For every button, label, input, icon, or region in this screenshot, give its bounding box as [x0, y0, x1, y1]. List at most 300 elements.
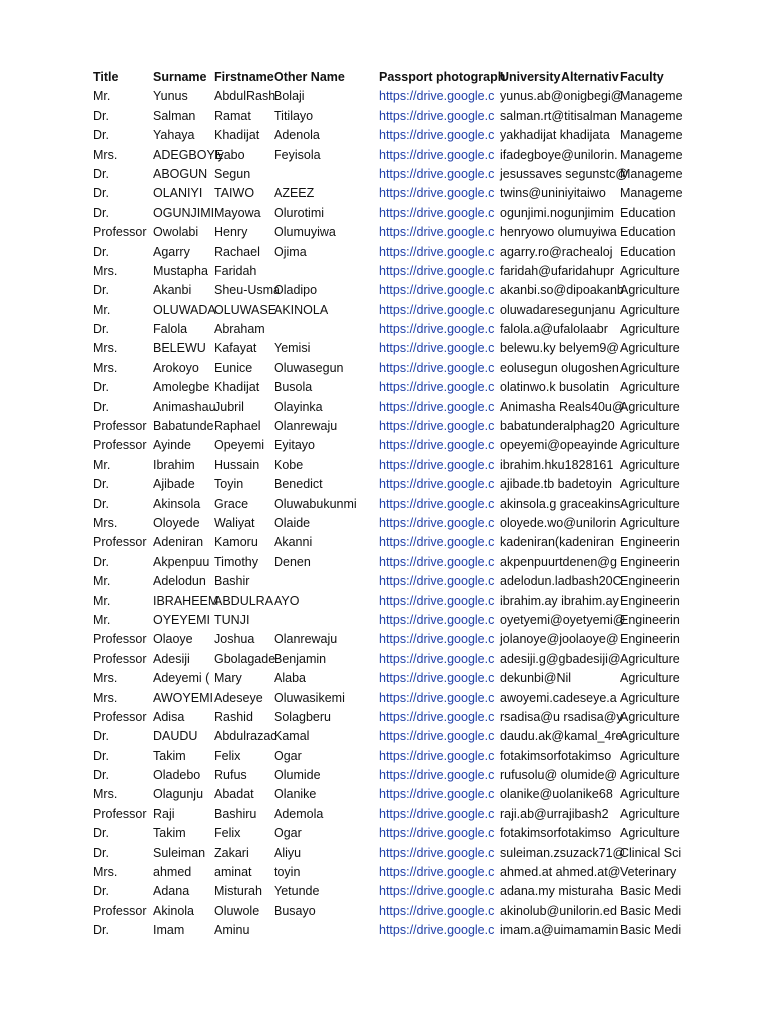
- faculty-cell: Basic Medi: [620, 884, 682, 899]
- passport-link[interactable]: https://drive.google.c: [379, 574, 495, 589]
- email-cell: eolusegun olugoshen: [500, 360, 619, 375]
- other-name-cell: Olaide: [274, 515, 311, 530]
- firstname-cell: Zakari: [214, 845, 249, 860]
- faculty-cell: Agriculture: [620, 283, 680, 298]
- faculty-cell: Clinical Sci: [620, 845, 682, 860]
- faculty-cell: Agriculture: [620, 360, 680, 375]
- faculty-cell: Agriculture: [620, 671, 680, 686]
- surname-cell: Mustapha: [153, 263, 208, 278]
- title-cell: Mrs.: [93, 263, 118, 278]
- email-cell: salman.rt@titisalman: [500, 108, 617, 123]
- surname-cell: Adeyemi (: [153, 671, 210, 686]
- faculty-cell: Agriculture: [620, 302, 680, 317]
- email-cell: adelodun.ladbash20C: [500, 574, 622, 589]
- surname-cell: Imam: [153, 923, 185, 938]
- firstname-cell: Grace: [214, 496, 249, 511]
- email-cell: fotakimsorfotakimso: [500, 748, 612, 763]
- title-cell: Mr.: [93, 302, 111, 317]
- faculty-cell: Agriculture: [620, 690, 680, 705]
- surname-cell: AWOYEMI: [153, 690, 213, 705]
- title-cell: Mrs.: [93, 515, 118, 530]
- title-cell: Professor: [93, 419, 147, 434]
- title-cell: Mrs.: [93, 690, 118, 705]
- email-cell: jolanoye@joolaoye@: [500, 632, 619, 647]
- other-name-cell: AKINOLA: [274, 302, 329, 317]
- other-name-cell: Ogar: [274, 826, 302, 841]
- surname-cell: ABOGUN: [153, 166, 208, 181]
- email-cell: akinsola.g graceakins: [500, 496, 621, 511]
- passport-link[interactable]: https://drive.google.c: [379, 593, 495, 608]
- passport-link[interactable]: https://drive.google.c: [379, 147, 495, 162]
- surname-cell: Adelodun: [153, 574, 206, 589]
- other-name-cell: Olayinka: [274, 399, 323, 414]
- title-cell: Dr.: [93, 166, 109, 181]
- passport-link[interactable]: https://drive.google.c: [379, 884, 495, 899]
- email-cell: rufusolu@ olumide@: [500, 768, 618, 783]
- email-cell: akinolub@unilorin.ed: [500, 903, 617, 918]
- title-cell: Mrs.: [93, 147, 118, 162]
- title-cell: Professor: [93, 651, 147, 666]
- surname-cell: Babatunde: [153, 419, 214, 434]
- faculty-cell: Basic Medi: [620, 903, 682, 918]
- other-name-cell: toyin: [274, 865, 301, 880]
- surname-cell: Adisa: [153, 709, 185, 724]
- firstname-cell: Khadijat: [214, 128, 260, 143]
- email-cell: oloyede.wo@unilorin: [500, 515, 617, 530]
- email-cell: opeyemi@opeayinde: [500, 438, 618, 453]
- title-cell: Dr.: [93, 399, 109, 414]
- firstname-cell: Abdulrazac: [214, 729, 277, 744]
- passport-link[interactable]: https://drive.google.c: [379, 554, 495, 569]
- surname-cell: Takim: [153, 826, 186, 841]
- firstname-cell: Sheu-Usma: [214, 283, 280, 298]
- title-cell: Dr.: [93, 768, 109, 783]
- faculty-cell: Agriculture: [620, 263, 680, 278]
- email-cell: twins@uniniyitaiwo: [500, 186, 606, 201]
- firstname-cell: Hussain: [214, 457, 260, 472]
- surname-cell: Olaoye: [153, 632, 193, 647]
- email-cell: raji.ab@urrajibash2: [500, 806, 609, 821]
- passport-link[interactable]: https://drive.google.c: [379, 709, 495, 724]
- email-cell: henryowo olumuyiwa: [500, 225, 617, 240]
- surname-cell: Suleiman: [153, 845, 206, 860]
- surname-cell: Yahaya: [153, 128, 195, 143]
- other-name-cell: Oluwasikemi: [274, 690, 345, 705]
- firstname-cell: Misturah: [214, 884, 262, 899]
- other-name-cell: Olumide: [274, 768, 321, 783]
- firstname-cell: Bashiru: [214, 806, 257, 821]
- other-name-cell: Denen: [274, 554, 311, 569]
- faculty-cell: Agriculture: [620, 768, 680, 783]
- other-name-cell: Titilayo: [274, 108, 314, 123]
- passport-link[interactable]: https://drive.google.c: [379, 419, 495, 434]
- other-name-cell: Ademola: [274, 806, 324, 821]
- firstname-cell: Ramat: [214, 108, 251, 123]
- email-cell: olatinwo.k busolatin: [500, 380, 610, 395]
- surname-cell: Falola: [153, 322, 188, 337]
- surname-cell: Adesiji: [153, 651, 190, 666]
- email-cell: oluwadaresegunjanu: [500, 302, 616, 317]
- title-cell: Dr.: [93, 826, 109, 841]
- passport-link[interactable]: https://drive.google.c: [379, 903, 495, 918]
- faculty-cell: Agriculture: [620, 806, 680, 821]
- firstname-cell: Rufus: [214, 768, 247, 783]
- surname-cell: Ajibade: [153, 477, 195, 492]
- firstname-cell: Aminu: [214, 923, 250, 938]
- firstname-cell: Jubril: [214, 399, 244, 414]
- passport-link[interactable]: https://drive.google.c: [379, 612, 495, 627]
- other-name-cell: Busola: [274, 380, 313, 395]
- faculty-cell: Basic Medi: [620, 923, 682, 938]
- faculty-cell: Manageme: [620, 147, 683, 162]
- email-cell: ahmed.at ahmed.at@: [500, 865, 621, 880]
- faculty-cell: Agriculture: [620, 399, 680, 414]
- surname-cell: Olagunju: [153, 787, 204, 802]
- title-cell: Dr.: [93, 283, 109, 298]
- title-cell: Dr.: [93, 186, 109, 201]
- faculty-cell: Agriculture: [620, 787, 680, 802]
- passport-link[interactable]: https://drive.google.c: [379, 651, 495, 666]
- surname-cell: Yunus: [153, 89, 188, 104]
- passport-link[interactable]: https://drive.google.c: [379, 865, 495, 880]
- firstname-cell: Toyin: [214, 477, 244, 492]
- surname-cell: Salman: [153, 108, 196, 123]
- firstname-cell: OLUWASE: [214, 302, 277, 317]
- firstname-cell: Mary: [214, 671, 242, 686]
- title-cell: Dr.: [93, 923, 109, 938]
- surname-cell: Adeniran: [153, 535, 204, 550]
- other-name-cell: AZEEZ: [274, 186, 315, 201]
- firstname-cell: Khadijat: [214, 380, 260, 395]
- surname-cell: OYEYEMI: [153, 612, 210, 627]
- faculty-cell: Agriculture: [620, 651, 680, 666]
- passport-link[interactable]: https://drive.google.c: [379, 108, 495, 123]
- passport-link[interactable]: https://drive.google.c: [379, 477, 495, 492]
- other-name-cell: Olanrewaju: [274, 419, 338, 434]
- title-cell: Mrs.: [93, 360, 118, 375]
- passport-link[interactable]: https://drive.google.c: [379, 322, 495, 337]
- title-cell: Professor: [93, 438, 147, 453]
- faculty-cell: Manageme: [620, 108, 683, 123]
- other-name-cell: Benedict: [274, 477, 323, 492]
- firstname-cell: Faridah: [214, 263, 257, 278]
- surname-cell: Animashau: [153, 399, 216, 414]
- passport-link[interactable]: https://drive.google.c: [379, 632, 495, 647]
- other-name-cell: Oluwabukunmi: [274, 496, 357, 511]
- surname-cell: Adana: [153, 884, 190, 899]
- title-cell: Dr.: [93, 205, 109, 220]
- title-cell: Mrs.: [93, 787, 118, 802]
- surname-cell: BELEWU: [153, 341, 206, 356]
- passport-link[interactable]: https://drive.google.c: [379, 302, 495, 317]
- email-cell: oyetyemi@oyetyemi@: [500, 612, 626, 627]
- email-cell: suleiman.zsuzack71@: [500, 845, 626, 860]
- header-surname: Surname: [153, 70, 207, 84]
- faculty-cell: Engineerin: [620, 612, 680, 627]
- faculty-cell: Manageme: [620, 186, 683, 201]
- title-cell: Mrs.: [93, 341, 118, 356]
- firstname-cell: Kafayat: [214, 341, 257, 356]
- faculty-cell: Education: [620, 205, 676, 220]
- firstname-cell: Iyabo: [214, 147, 245, 162]
- surname-cell: Agarry: [153, 244, 190, 259]
- email-cell: falola.a@ufalolaabr: [500, 322, 608, 337]
- firstname-cell: Adeseye: [214, 690, 263, 705]
- other-name-cell: Kamal: [274, 729, 310, 744]
- title-cell: Dr.: [93, 244, 109, 259]
- other-name-cell: Olumuyiwa: [274, 225, 336, 240]
- faculty-cell: Manageme: [620, 166, 683, 181]
- title-cell: Professor: [93, 903, 147, 918]
- other-name-cell: Yemisi: [274, 341, 311, 356]
- passport-link[interactable]: https://drive.google.c: [379, 283, 495, 298]
- email-cell: babatunderalphag20: [500, 419, 615, 434]
- passport-link[interactable]: https://drive.google.c: [379, 806, 495, 821]
- passport-link[interactable]: https://drive.google.c: [379, 748, 495, 763]
- passport-link[interactable]: https://drive.google.c: [379, 89, 495, 104]
- faculty-cell: Agriculture: [620, 438, 680, 453]
- faculty-cell: Agriculture: [620, 477, 680, 492]
- passport-link[interactable]: https://drive.google.c: [379, 457, 495, 472]
- email-cell: olanike@uolanike68: [500, 787, 613, 802]
- title-cell: Dr.: [93, 128, 109, 143]
- firstname-cell: Joshua: [214, 632, 255, 647]
- faculty-cell: Education: [620, 225, 676, 240]
- passport-link[interactable]: https://drive.google.c: [379, 729, 495, 744]
- firstname-cell: Gbolagade: [214, 651, 276, 666]
- email-cell: akanbi.so@dipoakanb: [500, 283, 624, 298]
- email-cell: ifadegboye@unilorin.: [500, 147, 618, 162]
- title-cell: Dr.: [93, 477, 109, 492]
- surname-cell: Owolabi: [153, 225, 199, 240]
- passport-link[interactable]: https://drive.google.c: [379, 438, 495, 453]
- passport-link[interactable]: https://drive.google.c: [379, 360, 495, 375]
- faculty-cell: Agriculture: [620, 748, 680, 763]
- title-cell: Dr.: [93, 884, 109, 899]
- surname-cell: Arokoyo: [153, 360, 199, 375]
- passport-link[interactable]: https://drive.google.c: [379, 845, 495, 860]
- firstname-cell: Segun: [214, 166, 251, 181]
- passport-link[interactable]: https://drive.google.c: [379, 263, 495, 278]
- surname-cell: OLUWADA: [153, 302, 216, 317]
- title-cell: Dr.: [93, 748, 109, 763]
- title-cell: Dr.: [93, 845, 109, 860]
- title-cell: Mr.: [93, 574, 111, 589]
- other-name-cell: Ogar: [274, 748, 302, 763]
- passport-link[interactable]: https://drive.google.c: [379, 166, 495, 181]
- faculty-cell: Engineerin: [620, 593, 680, 608]
- firstname-cell: Felix: [214, 826, 241, 841]
- firstname-cell: TAIWO: [214, 186, 255, 201]
- surname-cell: ahmed: [153, 865, 192, 880]
- other-name-cell: Alaba: [274, 671, 306, 686]
- other-name-cell: Akanni: [274, 535, 313, 550]
- surname-cell: Ayinde: [153, 438, 191, 453]
- other-name-cell: Oluwasegun: [274, 360, 344, 375]
- surname-cell: Akpenpuu: [153, 554, 210, 569]
- passport-link[interactable]: https://drive.google.c: [379, 923, 495, 938]
- faculty-cell: Engineerin: [620, 535, 680, 550]
- title-cell: Professor: [93, 632, 147, 647]
- other-name-cell: Kobe: [274, 457, 304, 472]
- email-cell: dekunbi@Nil: [500, 671, 572, 686]
- surname-cell: ADEGBOYE: [153, 147, 224, 162]
- faculty-cell: Engineerin: [620, 554, 680, 569]
- email-cell: adesiji.g@gbadesiji@: [500, 651, 621, 666]
- title-cell: Professor: [93, 709, 147, 724]
- firstname-cell: ABDULRA: [214, 593, 274, 608]
- passport-link[interactable]: https://drive.google.c: [379, 535, 495, 550]
- other-name-cell: Olanike: [274, 787, 317, 802]
- firstname-cell: Opeyemi: [214, 438, 265, 453]
- surname-cell: OLANIYI: [153, 186, 203, 201]
- firstname-cell: Abraham: [214, 322, 265, 337]
- firstname-cell: Rachael: [214, 244, 260, 259]
- email-cell: daudu.ak@kamal_4re: [500, 729, 623, 744]
- passport-link[interactable]: https://drive.google.c: [379, 341, 495, 356]
- email-cell: yakhadijat khadijata: [500, 128, 610, 143]
- firstname-cell: Henry: [214, 225, 248, 240]
- faculty-cell: Agriculture: [620, 419, 680, 434]
- faculty-cell: Veterinary: [620, 865, 677, 880]
- firstname-cell: Mayowa: [214, 205, 261, 220]
- surname-cell: Raji: [153, 806, 175, 821]
- title-cell: Dr.: [93, 729, 109, 744]
- email-cell: kadeniran(kadeniran: [500, 535, 614, 550]
- passport-link[interactable]: https://drive.google.c: [379, 768, 495, 783]
- title-cell: Mrs.: [93, 865, 118, 880]
- surname-cell: Akanbi: [153, 283, 192, 298]
- surname-cell: IBRAHEEM: [153, 593, 219, 608]
- other-name-cell: Oladipo: [274, 283, 318, 298]
- passport-link[interactable]: https://drive.google.c: [379, 244, 495, 259]
- faculty-cell: Education: [620, 244, 676, 259]
- surname-cell: OGUNJIMI: [153, 205, 215, 220]
- email-cell: akpenpuurtdenen@g: [500, 554, 617, 569]
- passport-link[interactable]: https://drive.google.c: [379, 225, 495, 240]
- email-cell: Animasha Reals40u@: [500, 399, 625, 414]
- surname-cell: Akinsola: [153, 496, 201, 511]
- other-name-cell: Adenola: [274, 128, 320, 143]
- firstname-cell: Waliyat: [214, 515, 255, 530]
- title-cell: Dr.: [93, 496, 109, 511]
- firstname-cell: aminat: [214, 865, 252, 880]
- email-cell: jesussaves segunstc@: [500, 166, 629, 181]
- title-cell: Dr.: [93, 322, 109, 337]
- firstname-cell: Bashir: [214, 574, 250, 589]
- email-cell: agarry.ro@rachealoj: [500, 244, 613, 259]
- title-cell: Dr.: [93, 554, 109, 569]
- passport-link[interactable]: https://drive.google.c: [379, 826, 495, 841]
- passport-link[interactable]: https://drive.google.c: [379, 399, 495, 414]
- passport-link[interactable]: https://drive.google.c: [379, 515, 495, 530]
- title-cell: Dr.: [93, 108, 109, 123]
- header-faculty: Faculty: [620, 70, 664, 84]
- header-alternative-email: Alternativ: [561, 70, 619, 84]
- passport-link[interactable]: https://drive.google.c: [379, 205, 495, 220]
- surname-cell: Oloyede: [153, 515, 200, 530]
- other-name-cell: Solagberu: [274, 709, 331, 724]
- other-name-cell: Eyitayo: [274, 438, 315, 453]
- title-cell: Professor: [93, 225, 147, 240]
- surname-cell: Takim: [153, 748, 186, 763]
- email-cell: awoyemi.cadeseye.a: [500, 690, 617, 705]
- firstname-cell: Eunice: [214, 360, 253, 375]
- email-cell: yunus.ab@onigbegi@: [500, 89, 624, 104]
- faculty-cell: Agriculture: [620, 496, 680, 511]
- firstname-cell: AbdulRash: [214, 89, 276, 104]
- email-cell: imam.a@uimamamin: [500, 923, 619, 938]
- firstname-cell: Felix: [214, 748, 241, 763]
- surname-cell: Ibrahim: [153, 457, 195, 472]
- header-title: Title: [93, 70, 119, 84]
- faculty-cell: Agriculture: [620, 709, 680, 724]
- email-cell: faridah@ufaridahupr: [500, 263, 615, 278]
- title-cell: Mr.: [93, 89, 111, 104]
- surname-cell: Oladebo: [153, 768, 201, 783]
- firstname-cell: Timothy: [214, 554, 258, 569]
- other-name-cell: Ojima: [274, 244, 307, 259]
- email-cell: ogunjimi.nogunjimim: [500, 205, 614, 220]
- faculty-cell: Agriculture: [620, 322, 680, 337]
- email-cell: ajibade.tb badetoyin: [500, 477, 612, 492]
- title-cell: Professor: [93, 806, 147, 821]
- faculty-cell: Agriculture: [620, 826, 680, 841]
- title-cell: Mrs.: [93, 671, 118, 686]
- faculty-cell: Agriculture: [620, 380, 680, 395]
- email-cell: ibrahim.hku1828161: [500, 457, 614, 472]
- faculty-cell: Agriculture: [620, 729, 680, 744]
- surname-cell: Akinola: [153, 903, 194, 918]
- firstname-cell: Raphael: [214, 419, 261, 434]
- passport-link[interactable]: https://drive.google.c: [379, 186, 495, 201]
- other-name-cell: Benjamin: [274, 651, 327, 666]
- other-name-cell: AYO: [274, 593, 300, 608]
- other-name-cell: Busayo: [274, 903, 316, 918]
- title-cell: Mr.: [93, 593, 111, 608]
- other-name-cell: Aliyu: [274, 845, 302, 860]
- passport-link[interactable]: https://drive.google.c: [379, 128, 495, 143]
- firstname-cell: Kamoru: [214, 535, 258, 550]
- passport-link[interactable]: https://drive.google.c: [379, 690, 495, 705]
- firstname-cell: Rashid: [214, 709, 253, 724]
- email-cell: fotakimsorfotakimso: [500, 826, 612, 841]
- faculty-cell: Manageme: [620, 89, 683, 104]
- passport-link[interactable]: https://drive.google.c: [379, 671, 495, 686]
- title-cell: Professor: [93, 535, 147, 550]
- header-firstname: Firstname: [214, 70, 274, 84]
- header-other-name: Other Name: [274, 70, 345, 84]
- passport-link[interactable]: https://drive.google.c: [379, 787, 495, 802]
- passport-link[interactable]: https://drive.google.c: [379, 496, 495, 511]
- faculty-cell: Agriculture: [620, 457, 680, 472]
- firstname-cell: TUNJI: [214, 612, 250, 627]
- surname-cell: DAUDU: [153, 729, 198, 744]
- other-name-cell: Olurotimi: [274, 205, 325, 220]
- other-name-cell: Olanrewaju: [274, 632, 338, 647]
- header-university-email: University: [500, 70, 561, 84]
- other-name-cell: Feyisola: [274, 147, 321, 162]
- header-passport-photograph: Passport photograph: [379, 70, 506, 84]
- title-cell: Dr.: [93, 380, 109, 395]
- faculty-cell: Manageme: [620, 128, 683, 143]
- email-cell: belewu.ky belyem9@: [500, 341, 619, 356]
- passport-link[interactable]: https://drive.google.c: [379, 380, 495, 395]
- firstname-cell: Oluwole: [214, 903, 260, 918]
- title-cell: Mr.: [93, 457, 111, 472]
- other-name-cell: Yetunde: [274, 884, 320, 899]
- faculty-cell: Agriculture: [620, 515, 680, 530]
